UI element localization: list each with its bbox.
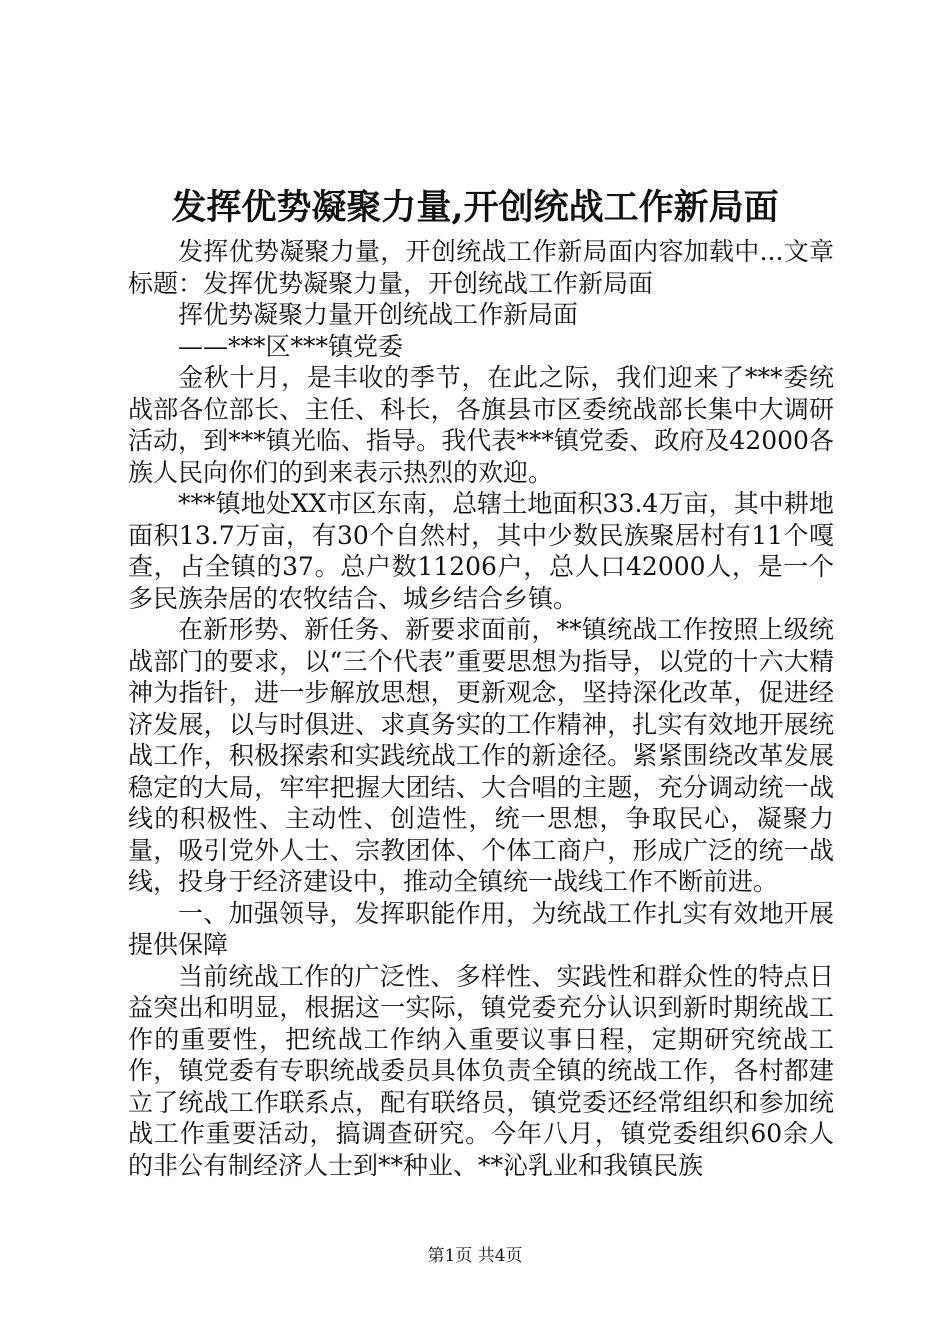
paragraph-section-1: 当前统战工作的广泛性、多样性、实践性和群众性的特点日益突出和明显，根据这一实际，镇党委充分认识到新时期统战工作的重要性，把统战工作纳入重要议事日程，定期研究统战工作，镇党委有专职统战委员具体负责全镇的统战工作，各村都建立了统战工作联系点，配有联络员，镇党委还经常组织和参加统战工作重要活动，搞调查研究。今年八月，镇党委组织60余人的非公有制经济人士到**种业、**沁乳业和我镇民族: [128, 961, 834, 1180]
section-heading-1: 一、加强领导，发挥职能作用，为统战工作扎实有效地开展提供保障: [128, 898, 834, 959]
paragraph-work-summary: 在新形势、新任务、新要求面前，**镇统战工作按照上级统战部门的要求，以“三个代表”重要思想为指导，以党的十六大精神为指针，进一步解放思想，更新观念，坚持深化改革，促进经济发展，以与时俱进、求真务实的工作精神，扎实有效地开展统战工作，积极探索和实践统战工作的新途径。紧紧围绕改革发展稳定的大局，牢牢把握大团结、大合唱的主题，充分调动统一战线的积极性、主动性、创造性，统一思想，争取民心，凝聚力量，吸引党外人士、宗教团体、个体工商户，形成广泛的统一战线，投身于经济建设中，推动全镇统一战线工作不断前进。: [128, 615, 834, 896]
paragraph-subtitle: 挥优势凝聚力量开创统战工作新局面: [178, 300, 579, 329]
paragraph-author: ——***区***镇党委: [178, 331, 404, 361]
paragraph-welcome: 金秋十月，是丰收的季节，在此之际，我们迎来了***委统战部各位部长、主任、科长，各旗县市区委统战部长集中大调研活动，到***镇光临、指导。我代表***镇党委、政府及42000各族人民向你们的到来表示热烈的欢迎。: [128, 363, 834, 487]
page-footer: 第1页 共4页: [427, 1246, 523, 1266]
document-title: 发挥优势凝聚力量,开创统战工作新局面: [171, 187, 779, 228]
paragraph-intro: 发挥优势凝聚力量，开创统战工作新局面内容加载中...文章标题：发挥优势凝聚力量，开创统战工作新局面: [128, 237, 834, 298]
paragraph-overview: ***镇地处XX市区东南，总辖土地面积33.4万亩，其中耕地面积13.7万亩，有30个自然村，其中少数民族聚居村有11个嘎查，占全镇的37。总户数11206户，总人口42000人，是一个多民族杂居的农牧结合、城乡结合乡镇。: [128, 489, 834, 613]
document-body: [128, 236, 834, 1181]
